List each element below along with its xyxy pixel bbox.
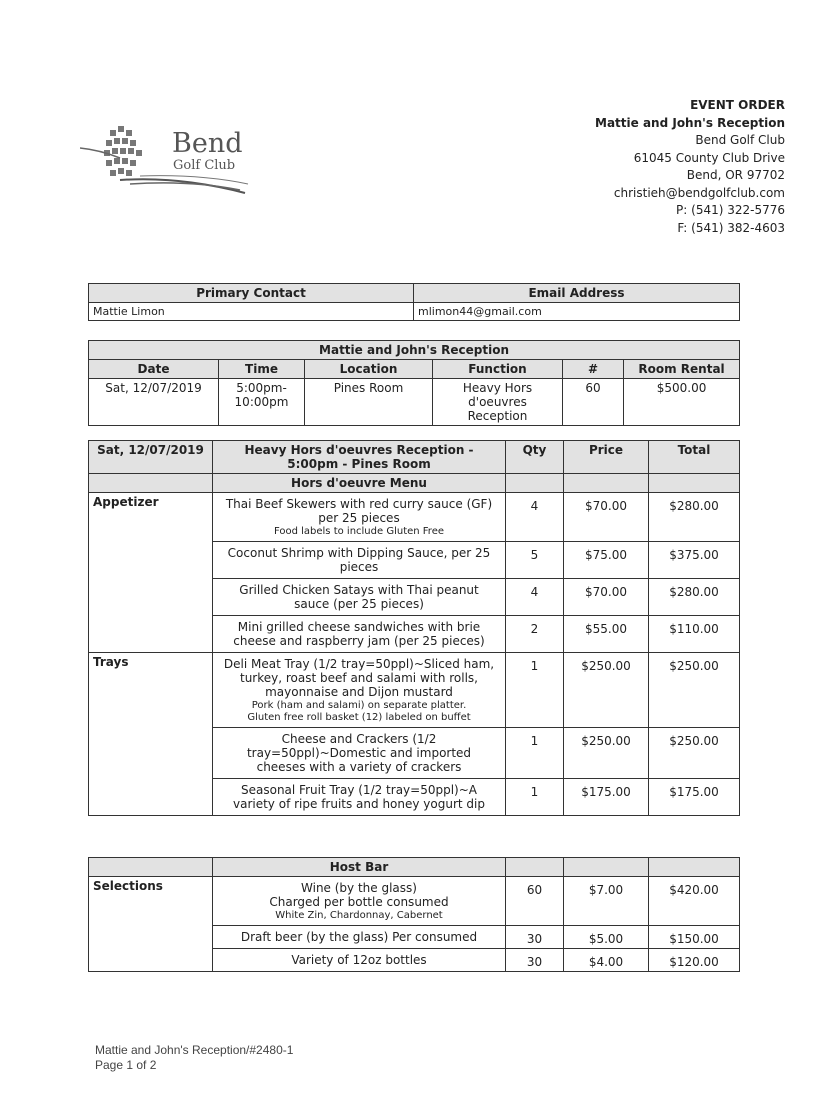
logo-word-golf-club: Golf Club [173, 158, 236, 173]
event-guest-count: 60 [563, 379, 624, 426]
primary-contact-name: Mattie Limon [89, 303, 414, 321]
date-header: Date [89, 360, 219, 379]
address-block [595, 97, 785, 237]
item-total: $375.00 [649, 542, 740, 579]
event-date: Sat, 12/07/2019 [89, 379, 219, 426]
item-price: $70.00 [564, 493, 649, 542]
room-rental-header: Room Rental [624, 360, 740, 379]
item-qty: 1 [506, 779, 564, 816]
item-total: $175.00 [649, 779, 740, 816]
document-title: EVENT ORDER [690, 98, 785, 112]
item-total: $150.00 [649, 926, 740, 949]
phone-number: P: (541) 322-5776 [676, 203, 785, 217]
item-total: $420.00 [649, 877, 740, 926]
email-address-header: Email Address [414, 284, 740, 303]
item-qty: 1 [506, 653, 564, 728]
menu-section-title: Hors d'oeuvre Menu [213, 474, 506, 493]
menu-item: Deli Meat Tray (1/2 tray=50ppl)~Sliced ham, turkey, roast beef and salami with rolls, mayonnaise and Dijon mustard Pork (ham and salami) on separate platter. Gluten free roll basket (12) labeled on buffet [213, 653, 506, 728]
item-total: $280.00 [649, 579, 740, 616]
logo-word-bend: Bend [172, 128, 243, 159]
item-qty: 1 [506, 728, 564, 779]
item-qty: 30 [506, 926, 564, 949]
count-header: # [563, 360, 624, 379]
item-price: $250.00 [564, 653, 649, 728]
group-label-trays: Trays [89, 653, 213, 816]
function-header: Function [433, 360, 563, 379]
group-label-appetizer: Appetizer [89, 493, 213, 653]
menu-table [88, 440, 740, 816]
event-details-table [88, 340, 740, 426]
item-qty: 2 [506, 616, 564, 653]
item-price: $70.00 [564, 579, 649, 616]
item-total: $280.00 [649, 493, 740, 542]
menu-item: Grilled Chicken Satays with Thai peanut sauce (per 25 pieces) [213, 579, 506, 616]
item-price: $5.00 [564, 926, 649, 949]
item-qty: 5 [506, 542, 564, 579]
total-header: Total [649, 441, 740, 474]
city-state-zip: Bend, OR 97702 [686, 168, 785, 182]
item-qty: 4 [506, 493, 564, 542]
event-title-header: Mattie and John's Reception [89, 341, 740, 360]
menu-item: Seasonal Fruit Tray (1/2 tray=50ppl)~A variety of ripe fruits and honey yogurt dip [213, 779, 506, 816]
host-bar-title: Host Bar [213, 858, 506, 877]
item-price: $175.00 [564, 779, 649, 816]
event-time: 5:00pm- 10:00pm [219, 379, 305, 426]
item-price: $75.00 [564, 542, 649, 579]
item-total: $110.00 [649, 616, 740, 653]
menu-item: Coconut Shrimp with Dipping Sauce, per 25 pieces [213, 542, 506, 579]
qty-header: Qty [506, 441, 564, 474]
menu-item: Thai Beef Skewers with red curry sauce (GF) per 25 pieces Food labels to include Gluten Free [213, 493, 506, 542]
footer-reference: Mattie and John's Reception/#2480-1 [95, 1043, 294, 1057]
item-total: $120.00 [649, 949, 740, 972]
host-bar-table [88, 857, 740, 972]
time-header: Time [219, 360, 305, 379]
fax-number: F: (541) 382-4603 [677, 220, 785, 235]
item-price: $55.00 [564, 616, 649, 653]
page-number: Page 1 of 2 [95, 1058, 157, 1072]
menu-title: Heavy Hors d'oeuvres Reception - 5:00pm - Pines Room [213, 441, 506, 474]
event-location: Pines Room [305, 379, 433, 426]
location-header: Location [305, 360, 433, 379]
item-price: $4.00 [564, 949, 649, 972]
page-footer [95, 1043, 293, 1073]
bar-selections-label: Selections [89, 877, 213, 972]
menu-date: Sat, 12/07/2019 [89, 441, 213, 474]
contact-table [88, 283, 740, 321]
contact-email: christieh@bendgolfclub.com [613, 185, 785, 200]
primary-contact-email: mlimon44@gmail.com [414, 303, 740, 321]
menu-item: Cheese and Crackers (1/2 tray=50ppl)~Domestic and imported cheeses with a variety of crackers [213, 728, 506, 779]
price-header: Price [564, 441, 649, 474]
item-price: $250.00 [564, 728, 649, 779]
item-qty: 30 [506, 949, 564, 972]
event-room-rental: $500.00 [624, 379, 740, 426]
bar-item: Draft beer (by the glass) Per consumed [213, 926, 506, 949]
item-total: $250.00 [649, 728, 740, 779]
bar-item: Variety of 12oz bottles [213, 949, 506, 972]
bar-item: Wine (by the glass) Charged per bottle consumed White Zin, Chardonnay, Cabernet [213, 877, 506, 926]
menu-item: Mini grilled cheese sandwiches with brie cheese and raspberry jam (per 25 pieces) [213, 616, 506, 653]
club-name: Bend Golf Club [695, 133, 785, 147]
item-qty: 4 [506, 579, 564, 616]
item-price: $7.00 [564, 877, 649, 926]
street-address: 61045 County Club Drive [633, 150, 785, 165]
event-function: Heavy Hors d'oeuvres Reception [433, 379, 563, 426]
item-total: $250.00 [649, 653, 740, 728]
item-qty: 60 [506, 877, 564, 926]
event-name: Mattie and John's Reception [595, 115, 785, 130]
primary-contact-header: Primary Contact [89, 284, 414, 303]
